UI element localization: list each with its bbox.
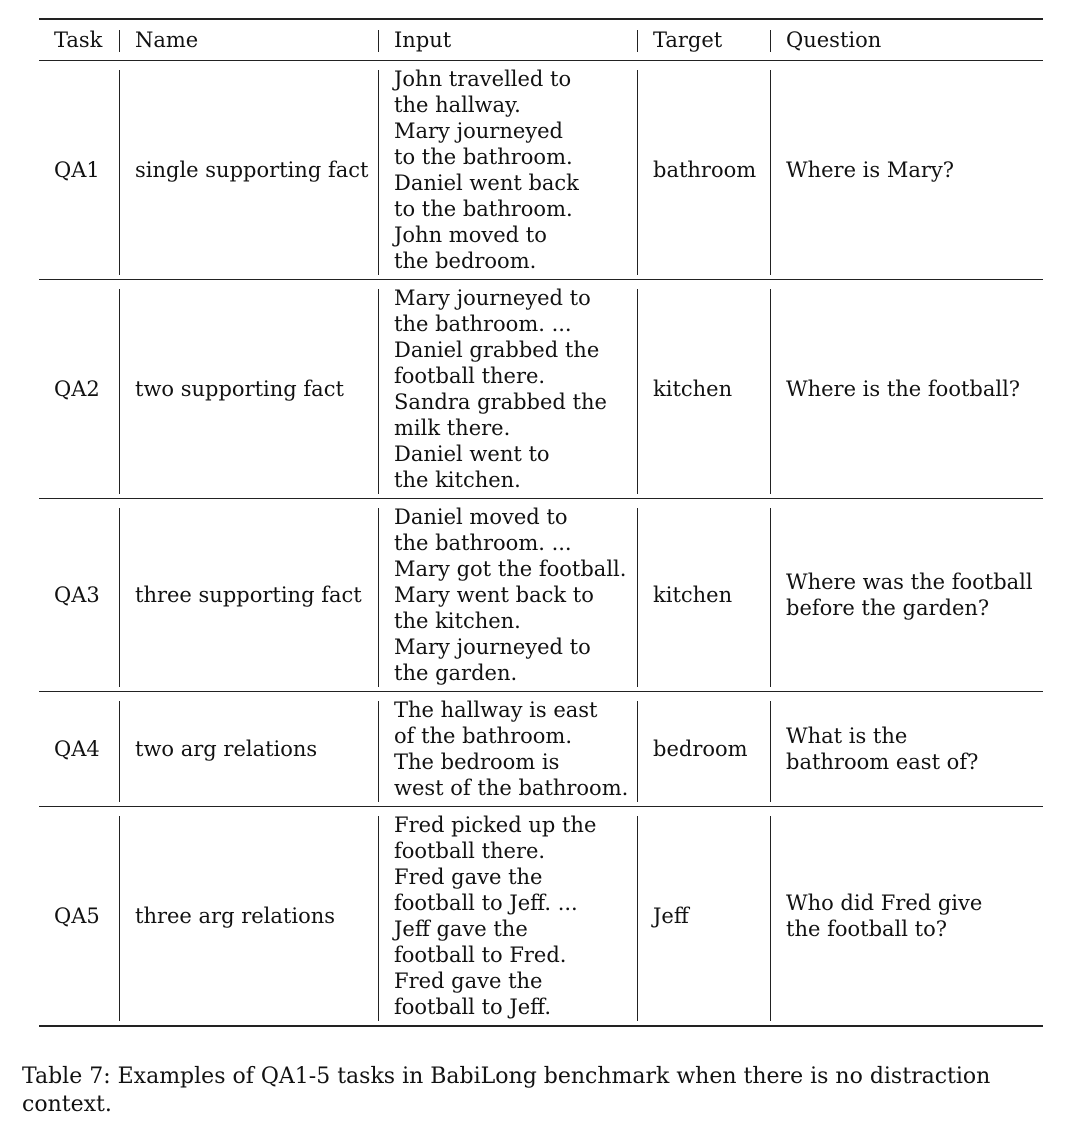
cell-input: [379, 692, 638, 807]
header-question: Question: [771, 19, 1043, 61]
input-line: the bedroom.: [394, 249, 537, 273]
table-row: [39, 692, 1043, 807]
cell-name: single supporting fact: [120, 61, 379, 280]
input-line: Mary went back to: [394, 583, 594, 607]
cell-question: [771, 280, 1043, 499]
header-target: Target: [638, 19, 771, 61]
input-line: John moved to: [394, 223, 547, 247]
table-caption: Table 7: Examples of QA1-5 tasks in BabiLong benchmark when there is no distraction context.: [22, 1064, 991, 1117]
cell-question: [771, 499, 1043, 692]
input-line: Fred gave the: [394, 969, 543, 993]
table-row: [39, 61, 1043, 280]
input-line: John travelled to: [394, 67, 572, 91]
question-line: before the garden?: [786, 596, 990, 620]
input-line: the hallway.: [394, 93, 521, 117]
question-line: the football to?: [786, 917, 947, 941]
input-line: Fred picked up the: [394, 813, 597, 837]
cell-input: [379, 499, 638, 692]
cell-target: Jeff: [638, 807, 771, 1027]
input-line: Fred gave the: [394, 865, 543, 889]
input-line: Jeff gave the: [394, 917, 528, 941]
cell-name: two supporting fact: [120, 280, 379, 499]
cell-question: [771, 807, 1043, 1027]
input-line: The hallway is east: [394, 698, 598, 722]
input-line: Daniel went back: [394, 171, 579, 195]
question-line: What is the: [786, 724, 908, 748]
examples-table: [39, 18, 1043, 1027]
cell-target: kitchen: [638, 280, 771, 499]
header-name: Name: [120, 19, 379, 61]
input-line: Mary journeyed to: [394, 635, 591, 659]
input-line: Mary journeyed to: [394, 286, 591, 310]
question-line: Where is the football?: [786, 377, 1021, 401]
table-row: [39, 499, 1043, 692]
input-line: the bathroom. ...: [394, 312, 572, 336]
header-task: Task: [39, 19, 120, 61]
cell-name: two arg relations: [120, 692, 379, 807]
table-row: [39, 807, 1043, 1027]
input-line: Daniel went to: [394, 442, 550, 466]
input-line: football to Jeff. ...: [394, 891, 578, 915]
cell-task: QA2: [39, 280, 120, 499]
input-line: football there.: [394, 364, 546, 388]
cell-target: kitchen: [638, 499, 771, 692]
cell-input: [379, 280, 638, 499]
cell-input: [379, 807, 638, 1027]
input-line: the bathroom. ...: [394, 531, 572, 555]
input-line: Sandra grabbed the: [394, 390, 607, 414]
cell-name: three supporting fact: [120, 499, 379, 692]
cell-task: QA5: [39, 807, 120, 1027]
cell-question: [771, 692, 1043, 807]
question-line: Where is Mary?: [786, 158, 955, 182]
header-row: [39, 19, 1043, 61]
cell-target: bedroom: [638, 692, 771, 807]
header-input: Input: [379, 19, 638, 61]
cell-name: three arg relations: [120, 807, 379, 1027]
question-line: bathroom east of?: [786, 750, 979, 774]
input-line: Mary got the football.: [394, 557, 627, 581]
input-line: football there.: [394, 839, 546, 863]
input-line: Daniel moved to: [394, 505, 568, 529]
input-line: Daniel grabbed the: [394, 338, 600, 362]
question-line: Where was the football: [786, 570, 1033, 594]
input-line: football to Fred.: [394, 943, 567, 967]
input-line: Mary journeyed: [394, 119, 564, 143]
input-line: to the bathroom.: [394, 145, 573, 169]
cell-task: QA1: [39, 61, 120, 280]
cell-input: [379, 61, 638, 280]
input-line: milk there.: [394, 416, 511, 440]
input-line: the kitchen.: [394, 468, 521, 492]
input-line: west of the bathroom.: [394, 776, 629, 800]
input-line: The bedroom is: [394, 750, 560, 774]
cell-target: bathroom: [638, 61, 771, 280]
cell-question: [771, 61, 1043, 280]
input-line: to the bathroom.: [394, 197, 573, 221]
input-line: football to Jeff.: [394, 995, 552, 1019]
table-row: [39, 280, 1043, 499]
input-line: of the bathroom.: [394, 724, 572, 748]
cell-task: QA4: [39, 692, 120, 807]
input-line: the garden.: [394, 661, 518, 685]
table-container: [39, 18, 1043, 1027]
question-line: Who did Fred give: [786, 891, 983, 915]
cell-task: QA3: [39, 499, 120, 692]
input-line: the kitchen.: [394, 609, 521, 633]
